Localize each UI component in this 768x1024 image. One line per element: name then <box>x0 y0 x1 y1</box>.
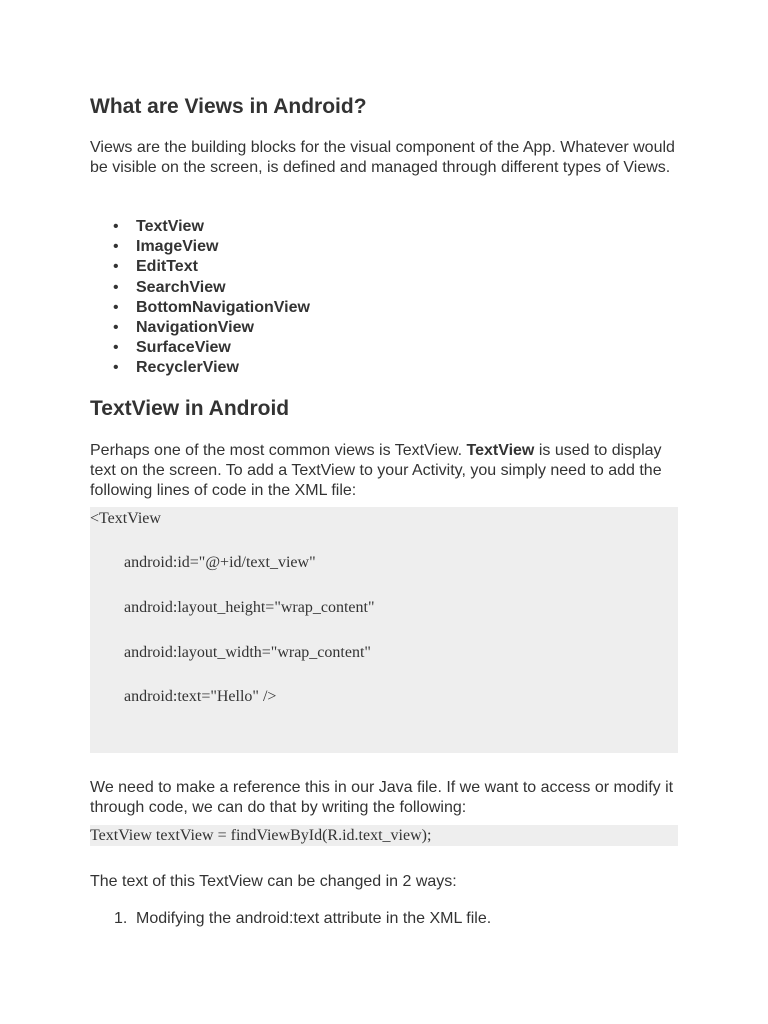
code-line: android:id="@+id/text_view" <box>124 554 316 571</box>
list-item: • SearchView <box>136 278 310 298</box>
ways-list <box>90 909 491 929</box>
code-line: android:layout_height="wrap_content" <box>124 599 375 616</box>
list-item: • ImageView <box>136 237 310 257</box>
bullet-icon: • <box>113 298 119 316</box>
list-item: • RecyclerView <box>136 358 310 378</box>
views-intro-paragraph: Views are the building blocks for the visual component of the App. Whatever would be visible on the screen, is defined and managed through different types of Views. <box>90 139 675 176</box>
bullet-icon: • <box>113 218 119 235</box>
code-line: android:layout_width="wrap_content" <box>124 644 371 661</box>
bullet-icon: • <box>113 278 119 296</box>
bullet-icon: • <box>113 319 119 337</box>
bullet-icon: • <box>113 359 119 377</box>
bullet-icon: • <box>113 238 119 256</box>
heading-textview-in-android: TextView in Android <box>90 397 290 420</box>
code-line: android:text="Hello" /> <box>124 688 277 705</box>
views-list <box>90 217 310 379</box>
change-ways-paragraph: The text of this TextView can be changed in 2 ways: <box>90 873 457 890</box>
bullet-icon: • <box>113 339 119 357</box>
java-code-block <box>90 825 678 846</box>
list-item: • EditText <box>136 257 310 277</box>
java-code-line: TextView textView = findViewById(R.id.text_view); <box>90 827 432 844</box>
textview-intro-paragraph: Perhaps one of the most common views is TextView. TextView is used to display text on the screen. To add a TextView to your Activity, you simply need to add the following lines of code in the XML file: <box>90 442 662 499</box>
list-item: • TextView <box>136 217 310 237</box>
list-item: • NavigationView <box>136 318 310 338</box>
list-item: 1. Modifying the android:text attribute in the XML file. <box>114 910 492 927</box>
code-line: <TextView <box>90 510 161 527</box>
list-item: • BottomNavigationView <box>136 298 310 318</box>
textview-bold-term: TextView <box>466 442 535 459</box>
list-number: 1. <box>114 910 128 927</box>
bullet-icon: • <box>113 258 119 276</box>
list-item: • SurfaceView <box>136 338 310 358</box>
heading-views-in-android: What are Views in Android? <box>90 95 367 118</box>
xml-code-block <box>90 507 678 753</box>
java-reference-paragraph: We need to make a reference this in our Java file. If we want to access or modify it through code, we can do that by writing the following: <box>90 779 674 816</box>
